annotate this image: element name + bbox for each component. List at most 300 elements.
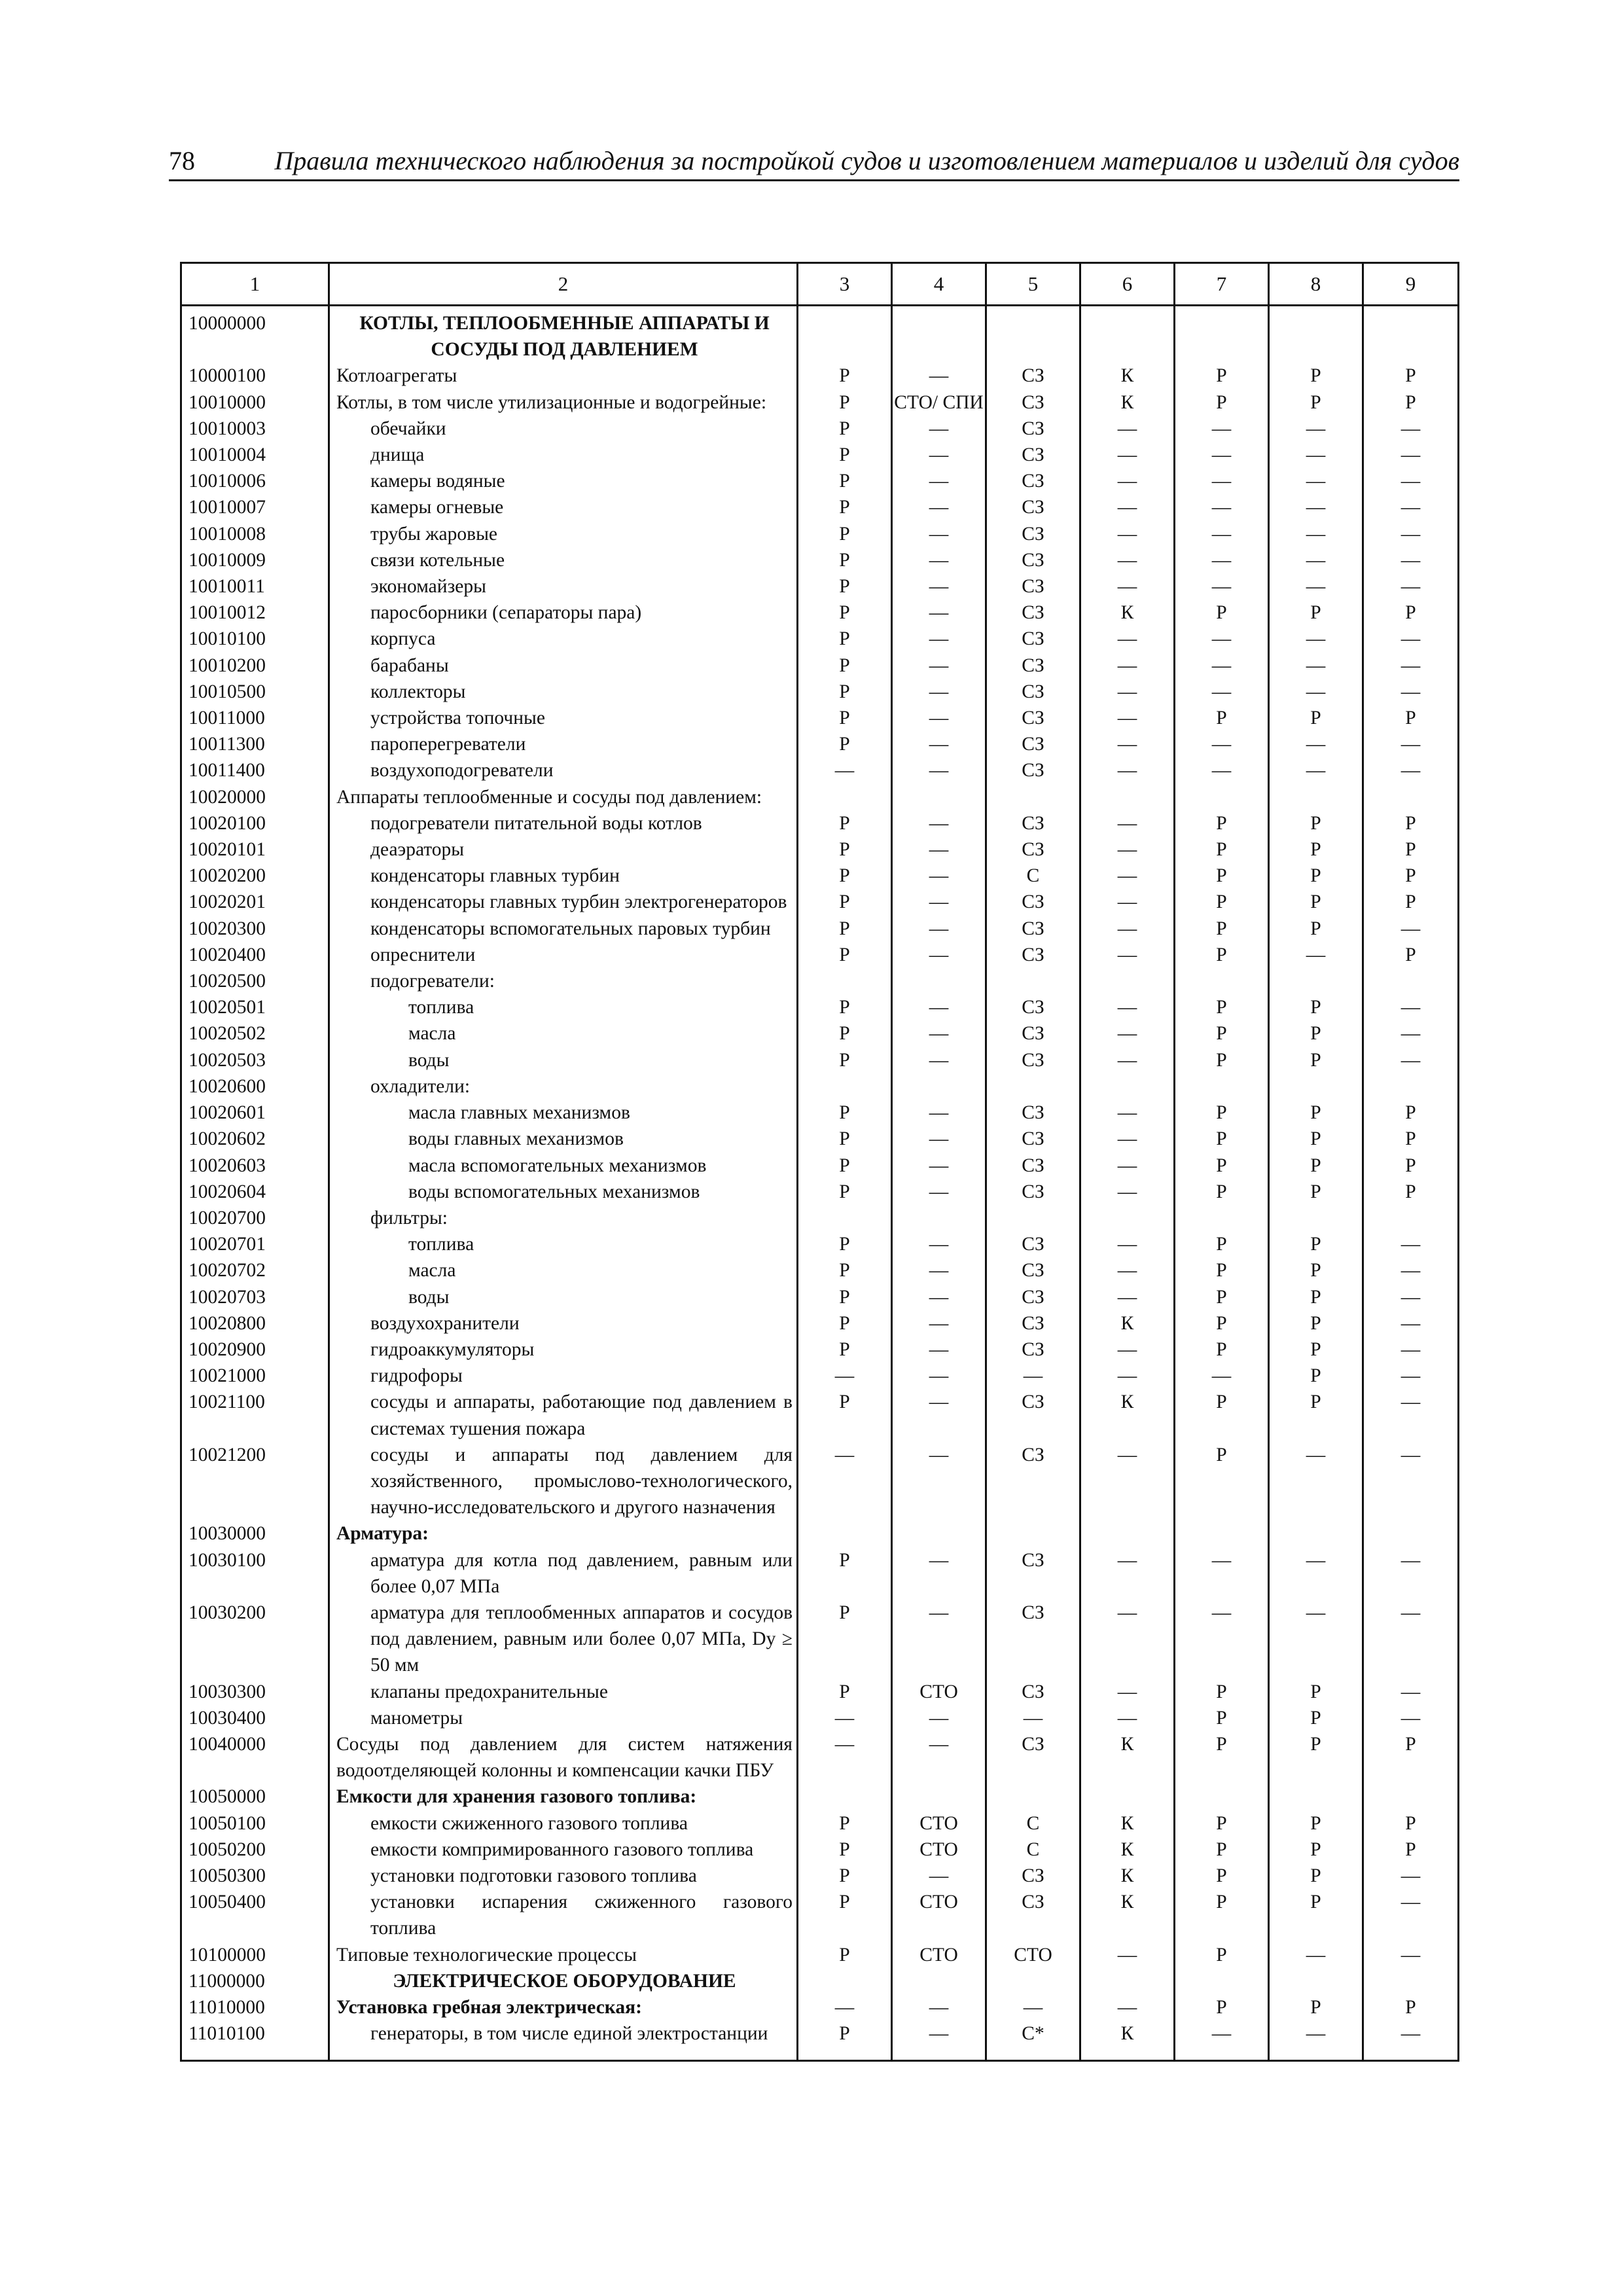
table-row: [181, 679, 1459, 705]
table-row: [181, 1837, 1459, 1863]
row-value-col-5: СЗ: [986, 810, 1080, 836]
row-value-col-5: [986, 306, 1080, 363]
row-value-col-5: —: [986, 1994, 1080, 2020]
row-value-col-7: Р: [1175, 889, 1269, 915]
table-row: [181, 1810, 1459, 1837]
row-value-col-3: [798, 784, 892, 810]
table-row: [181, 784, 1459, 810]
row-value-col-3: Р: [798, 836, 892, 863]
row-value-col-7: —: [1175, 626, 1269, 652]
row-code: 10021200: [181, 1442, 329, 1521]
row-code: 10020200: [181, 863, 329, 889]
row-value-col-9: Р: [1363, 1126, 1459, 1152]
table-row: [181, 1389, 1459, 1441]
row-value-col-6: —: [1080, 1047, 1175, 1073]
row-value-col-7: Р: [1175, 1679, 1269, 1705]
row-value-col-3: Р: [798, 626, 892, 652]
row-value-col-3: [798, 968, 892, 994]
row-code: 10020101: [181, 836, 329, 863]
row-value-col-8: Р: [1269, 1153, 1363, 1179]
table-row: [181, 306, 1459, 363]
row-value-col-5: СЗ: [986, 653, 1080, 679]
row-value-col-7: Р: [1175, 1126, 1269, 1152]
row-code: 11010100: [181, 2020, 329, 2061]
row-value-col-7: Р: [1175, 942, 1269, 968]
row-code: 10021100: [181, 1389, 329, 1441]
row-value-col-8: —: [1269, 442, 1363, 468]
row-value-col-3: [798, 1073, 892, 1100]
row-value-col-8: —: [1269, 1600, 1363, 1679]
row-value-col-3: Р: [798, 942, 892, 968]
row-value-col-5: СЗ: [986, 442, 1080, 468]
row-value-col-3: Р: [798, 1389, 892, 1441]
row-value-col-9: —: [1363, 1705, 1459, 1731]
row-code: 10040000: [181, 1731, 329, 1784]
row-value-col-9: Р: [1363, 863, 1459, 889]
row-name: охладители:: [329, 1073, 798, 1100]
row-value-col-7: —: [1175, 442, 1269, 468]
row-value-col-4: —: [892, 1284, 986, 1310]
row-value-col-8: Р: [1269, 1889, 1363, 1941]
row-value-col-6: —: [1080, 994, 1175, 1020]
row-name: топлива: [329, 1231, 798, 1257]
row-value-col-9: —: [1363, 679, 1459, 705]
row-code: 10010009: [181, 547, 329, 573]
row-code: 10010008: [181, 521, 329, 547]
table-row: [181, 494, 1459, 520]
row-value-col-8: Р: [1269, 705, 1363, 731]
row-value-col-5: СЗ: [986, 1389, 1080, 1441]
row-value-col-4: СТО: [892, 1679, 986, 1705]
row-value-col-6: —: [1080, 416, 1175, 442]
row-value-col-6: [1080, 1784, 1175, 1810]
row-value-col-8: —: [1269, 1942, 1363, 1968]
row-value-col-9: —: [1363, 521, 1459, 547]
row-code: 10100000: [181, 1942, 329, 1968]
row-value-col-8: —: [1269, 416, 1363, 442]
row-name: Котлоагрегаты: [329, 363, 798, 389]
row-name: гидрофоры: [329, 1363, 798, 1389]
row-value-col-3: Р: [798, 1047, 892, 1073]
row-code: 10010007: [181, 494, 329, 520]
row-value-col-3: Р: [798, 1153, 892, 1179]
row-value-col-9: —: [1363, 1020, 1459, 1047]
row-value-col-8: Р: [1269, 1705, 1363, 1731]
table-row: [181, 863, 1459, 889]
row-code: 10011300: [181, 731, 329, 757]
row-value-col-5: С: [986, 1837, 1080, 1863]
row-value-col-8: Р: [1269, 1363, 1363, 1389]
row-value-col-9: —: [1363, 468, 1459, 494]
row-value-col-7: [1175, 1205, 1269, 1231]
row-value-col-8: Р: [1269, 389, 1363, 416]
table-row: [181, 1731, 1459, 1784]
row-value-col-9: [1363, 1784, 1459, 1810]
row-value-col-5: СЗ: [986, 916, 1080, 942]
row-value-col-3: Р: [798, 1942, 892, 1968]
row-value-col-7: Р: [1175, 1020, 1269, 1047]
row-value-col-7: Р: [1175, 1705, 1269, 1731]
row-value-col-8: [1269, 1073, 1363, 1100]
row-value-col-8: Р: [1269, 1810, 1363, 1837]
row-value-col-8: Р: [1269, 1047, 1363, 1073]
row-value-col-8: —: [1269, 1547, 1363, 1600]
table-row: [181, 600, 1459, 626]
row-value-col-7: —: [1175, 1547, 1269, 1600]
row-value-col-4: —: [892, 363, 986, 389]
row-value-col-8: Р: [1269, 1284, 1363, 1310]
row-value-col-3: [798, 1205, 892, 1231]
row-value-col-7: [1175, 784, 1269, 810]
row-value-col-7: Р: [1175, 1942, 1269, 1968]
row-value-col-7: —: [1175, 757, 1269, 783]
row-value-col-8: —: [1269, 1442, 1363, 1521]
row-value-col-4: —: [892, 889, 986, 915]
column-header-1: 1: [181, 263, 329, 306]
table-row: [181, 1994, 1459, 2020]
row-value-col-7: —: [1175, 1600, 1269, 1679]
row-value-col-6: [1080, 1205, 1175, 1231]
row-value-col-8: —: [1269, 521, 1363, 547]
row-value-col-8: Р: [1269, 1389, 1363, 1441]
row-name: емкости сжиженного газового топлива: [329, 1810, 798, 1837]
row-value-col-3: Р: [798, 494, 892, 520]
row-value-col-4: —: [892, 468, 986, 494]
row-value-col-3: Р: [798, 1336, 892, 1363]
row-value-col-9: —: [1363, 494, 1459, 520]
row-value-col-4: —: [892, 494, 986, 520]
row-value-col-5: —: [986, 1363, 1080, 1389]
row-value-col-4: —: [892, 863, 986, 889]
row-value-col-5: СЗ: [986, 757, 1080, 783]
row-value-col-7: Р: [1175, 863, 1269, 889]
row-code: 10020300: [181, 916, 329, 942]
row-value-col-5: СТО: [986, 1942, 1080, 1968]
row-value-col-9: —: [1363, 626, 1459, 652]
row-name: Аппараты теплообменные и сосуды под давлением:: [329, 784, 798, 810]
running-title: Правила технического наблюдения за постройкой судов и изготовлением материалов и изделий для судов: [274, 146, 1459, 175]
table-row: [181, 1073, 1459, 1100]
row-value-col-8: [1269, 1205, 1363, 1231]
row-code: 10020601: [181, 1100, 329, 1126]
header-rule: [169, 179, 1459, 181]
row-value-col-7: Р: [1175, 1179, 1269, 1205]
row-value-col-9: —: [1363, 573, 1459, 600]
row-value-col-3: Р: [798, 679, 892, 705]
table-row: [181, 1600, 1459, 1679]
row-code: 10020603: [181, 1153, 329, 1179]
row-name: камеры водяные: [329, 468, 798, 494]
row-value-col-4: —: [892, 1363, 986, 1389]
row-value-col-9: Р: [1363, 1810, 1459, 1837]
row-value-col-5: СЗ: [986, 994, 1080, 1020]
row-value-col-6: —: [1080, 1179, 1175, 1205]
table-row: [181, 1889, 1459, 1941]
row-value-col-6: —: [1080, 442, 1175, 468]
row-value-col-8: —: [1269, 2020, 1363, 2061]
row-value-col-5: СЗ: [986, 1100, 1080, 1126]
row-value-col-3: —: [798, 1705, 892, 1731]
row-value-col-8: —: [1269, 757, 1363, 783]
row-value-col-4: —: [892, 1863, 986, 1889]
row-name: арматура для котла под давлением, равным или более 0,07 МПа: [329, 1547, 798, 1600]
row-value-col-7: Р: [1175, 1731, 1269, 1784]
row-value-col-5: СЗ: [986, 600, 1080, 626]
row-value-col-4: —: [892, 1020, 986, 1047]
row-value-col-9: —: [1363, 994, 1459, 1020]
row-value-col-7: Р: [1175, 705, 1269, 731]
row-name: КОТЛЫ, ТЕПЛООБМЕННЫЕ АППАРАТЫ И СОСУДЫ ПОД ДАВЛЕНИЕМ: [329, 306, 798, 363]
row-value-col-7: —: [1175, 1363, 1269, 1389]
table-row: [181, 705, 1459, 731]
row-value-col-6: —: [1080, 705, 1175, 731]
table-row: [181, 1363, 1459, 1389]
row-value-col-4: —: [892, 1047, 986, 1073]
row-value-col-6: —: [1080, 1153, 1175, 1179]
row-value-col-8: —: [1269, 679, 1363, 705]
row-value-col-9: Р: [1363, 1731, 1459, 1784]
row-name: паросборники (сепараторы пара): [329, 600, 798, 626]
table-row: [181, 1442, 1459, 1521]
row-value-col-6: К: [1080, 1731, 1175, 1784]
column-header-5: 5: [986, 263, 1080, 306]
row-value-col-4: —: [892, 1705, 986, 1731]
row-value-col-5: СЗ: [986, 942, 1080, 968]
row-code: 10050300: [181, 1863, 329, 1889]
table-row: [181, 1968, 1459, 1994]
row-code: 10030200: [181, 1600, 329, 1679]
row-name: воды главных механизмов: [329, 1126, 798, 1152]
row-name: связи котельные: [329, 547, 798, 573]
row-value-col-3: Р: [798, 810, 892, 836]
row-value-col-3: Р: [798, 1547, 892, 1600]
row-value-col-5: СЗ: [986, 1153, 1080, 1179]
table-row: [181, 626, 1459, 652]
row-value-col-8: Р: [1269, 1863, 1363, 1889]
row-value-col-6: —: [1080, 573, 1175, 600]
row-value-col-6: —: [1080, 1100, 1175, 1126]
row-code: 10020602: [181, 1126, 329, 1152]
page-header: [169, 143, 1459, 177]
row-value-col-7: [1175, 306, 1269, 363]
row-value-col-4: —: [892, 547, 986, 573]
row-value-col-8: —: [1269, 626, 1363, 652]
row-value-col-9: [1363, 968, 1459, 994]
row-value-col-5: СЗ: [986, 1284, 1080, 1310]
table-header-row: [181, 263, 1459, 306]
row-value-col-6: [1080, 784, 1175, 810]
row-value-col-3: Р: [798, 2020, 892, 2061]
column-header-4: 4: [892, 263, 986, 306]
row-value-col-4: СТО: [892, 1942, 986, 1968]
row-value-col-8: Р: [1269, 600, 1363, 626]
row-value-col-3: [798, 1520, 892, 1547]
row-name: Типовые технологические процессы: [329, 1942, 798, 1968]
row-value-col-9: —: [1363, 1336, 1459, 1363]
row-value-col-5: —: [986, 1705, 1080, 1731]
row-value-col-7: Р: [1175, 1047, 1269, 1073]
row-value-col-3: Р: [798, 705, 892, 731]
table-row: [181, 416, 1459, 442]
row-value-col-5: СЗ: [986, 889, 1080, 915]
row-value-col-3: Р: [798, 363, 892, 389]
row-value-col-3: Р: [798, 889, 892, 915]
row-value-col-5: [986, 1073, 1080, 1100]
row-value-col-6: —: [1080, 810, 1175, 836]
row-name: топлива: [329, 994, 798, 1020]
row-value-col-7: Р: [1175, 1442, 1269, 1521]
table-row: [181, 1705, 1459, 1731]
table-row: [181, 1126, 1459, 1152]
row-value-col-7: —: [1175, 416, 1269, 442]
row-value-col-4: —: [892, 1126, 986, 1152]
row-value-col-6: —: [1080, 1547, 1175, 1600]
row-value-col-4: —: [892, 1257, 986, 1283]
row-value-col-4: СТО: [892, 1889, 986, 1941]
row-value-col-5: С*: [986, 2020, 1080, 2061]
row-value-col-3: Р: [798, 389, 892, 416]
row-value-col-8: [1269, 306, 1363, 363]
table-row: [181, 968, 1459, 994]
row-value-col-5: СЗ: [986, 626, 1080, 652]
row-value-col-7: Р: [1175, 810, 1269, 836]
row-value-col-6: —: [1080, 653, 1175, 679]
row-value-col-8: Р: [1269, 916, 1363, 942]
row-value-col-9: Р: [1363, 889, 1459, 915]
row-name: днища: [329, 442, 798, 468]
row-value-col-4: [892, 306, 986, 363]
row-value-col-3: —: [798, 1442, 892, 1521]
row-value-col-7: Р: [1175, 1100, 1269, 1126]
row-code: 10050200: [181, 1837, 329, 1863]
row-value-col-6: —: [1080, 1126, 1175, 1152]
row-value-col-7: [1175, 968, 1269, 994]
column-header-8: 8: [1269, 263, 1363, 306]
row-value-col-6: К: [1080, 2020, 1175, 2061]
row-value-col-4: —: [892, 810, 986, 836]
row-value-col-4: —: [892, 573, 986, 600]
row-value-col-8: [1269, 968, 1363, 994]
row-value-col-3: —: [798, 1731, 892, 1784]
row-value-col-4: —: [892, 1600, 986, 1679]
row-value-col-5: СЗ: [986, 521, 1080, 547]
row-value-col-5: СЗ: [986, 1310, 1080, 1336]
row-value-col-9: [1363, 1968, 1459, 1994]
table-row: [181, 468, 1459, 494]
row-value-col-3: Р: [798, 863, 892, 889]
row-value-col-8: [1269, 1784, 1363, 1810]
row-value-col-4: —: [892, 757, 986, 783]
row-value-col-7: Р: [1175, 994, 1269, 1020]
row-value-col-6: К: [1080, 600, 1175, 626]
row-value-col-4: —: [892, 653, 986, 679]
row-value-col-4: —: [892, 1231, 986, 1257]
row-value-col-9: Р: [1363, 1179, 1459, 1205]
row-code: 10020700: [181, 1205, 329, 1231]
row-value-col-8: —: [1269, 942, 1363, 968]
row-value-col-7: [1175, 1784, 1269, 1810]
row-name: установки испарения сжиженного газового топлива: [329, 1889, 798, 1941]
row-value-col-6: К: [1080, 1389, 1175, 1441]
row-name: установки подготовки газового топлива: [329, 1863, 798, 1889]
row-value-col-3: Р: [798, 1837, 892, 1863]
row-name: ЭЛЕКТРИЧЕСКОЕ ОБОРУДОВАНИЕ: [329, 1968, 798, 1994]
row-value-col-9: —: [1363, 1863, 1459, 1889]
row-value-col-7: Р: [1175, 1257, 1269, 1283]
row-name: камеры огневые: [329, 494, 798, 520]
row-value-col-5: СЗ: [986, 1179, 1080, 1205]
row-value-col-8: [1269, 784, 1363, 810]
row-value-col-9: —: [1363, 1231, 1459, 1257]
table-row: [181, 1257, 1459, 1283]
row-value-col-3: Р: [798, 1257, 892, 1283]
row-code: 11010000: [181, 1994, 329, 2020]
row-value-col-6: К: [1080, 363, 1175, 389]
row-value-col-9: —: [1363, 757, 1459, 783]
row-value-col-6: —: [1080, 1679, 1175, 1705]
row-value-col-4: —: [892, 731, 986, 757]
row-value-col-4: [892, 1205, 986, 1231]
row-value-col-5: СЗ: [986, 363, 1080, 389]
table-row: [181, 573, 1459, 600]
table-row: [181, 836, 1459, 863]
row-value-col-7: Р: [1175, 1231, 1269, 1257]
row-value-col-9: —: [1363, 1547, 1459, 1600]
row-value-col-6: [1080, 1968, 1175, 1994]
row-value-col-7: —: [1175, 731, 1269, 757]
row-value-col-6: —: [1080, 1705, 1175, 1731]
row-value-col-4: —: [892, 942, 986, 968]
row-value-col-5: СЗ: [986, 389, 1080, 416]
row-value-col-3: Р: [798, 1100, 892, 1126]
row-value-col-7: [1175, 1520, 1269, 1547]
row-name: фильтры:: [329, 1205, 798, 1231]
row-value-col-3: —: [798, 1994, 892, 2020]
row-value-col-9: —: [1363, 1310, 1459, 1336]
row-value-col-9: —: [1363, 916, 1459, 942]
table-row: [181, 1863, 1459, 1889]
row-code: 10020100: [181, 810, 329, 836]
row-name: клапаны предохранительные: [329, 1679, 798, 1705]
row-value-col-9: —: [1363, 1257, 1459, 1283]
row-value-col-8: —: [1269, 494, 1363, 520]
row-value-col-9: —: [1363, 1363, 1459, 1389]
row-code: 10010200: [181, 653, 329, 679]
row-name: воды: [329, 1284, 798, 1310]
row-value-col-9: —: [1363, 731, 1459, 757]
row-value-col-7: Р: [1175, 1336, 1269, 1363]
row-value-col-3: Р: [798, 1020, 892, 1047]
row-value-col-8: Р: [1269, 1257, 1363, 1283]
row-name: коллекторы: [329, 679, 798, 705]
row-value-col-4: —: [892, 705, 986, 731]
row-name: конденсаторы главных турбин: [329, 863, 798, 889]
row-value-col-4: СТО/ СПИ: [892, 389, 986, 416]
row-value-col-4: СТО: [892, 1837, 986, 1863]
row-code: 10010004: [181, 442, 329, 468]
row-value-col-6: [1080, 1520, 1175, 1547]
row-value-col-3: —: [798, 757, 892, 783]
row-name: воздухохранители: [329, 1310, 798, 1336]
row-value-col-5: СЗ: [986, 1047, 1080, 1073]
table-row: [181, 442, 1459, 468]
row-value-col-8: Р: [1269, 1100, 1363, 1126]
row-code: 10010012: [181, 600, 329, 626]
row-value-col-4: —: [892, 836, 986, 863]
row-value-col-7: Р: [1175, 916, 1269, 942]
row-value-col-5: СЗ: [986, 1679, 1080, 1705]
row-value-col-3: Р: [798, 994, 892, 1020]
